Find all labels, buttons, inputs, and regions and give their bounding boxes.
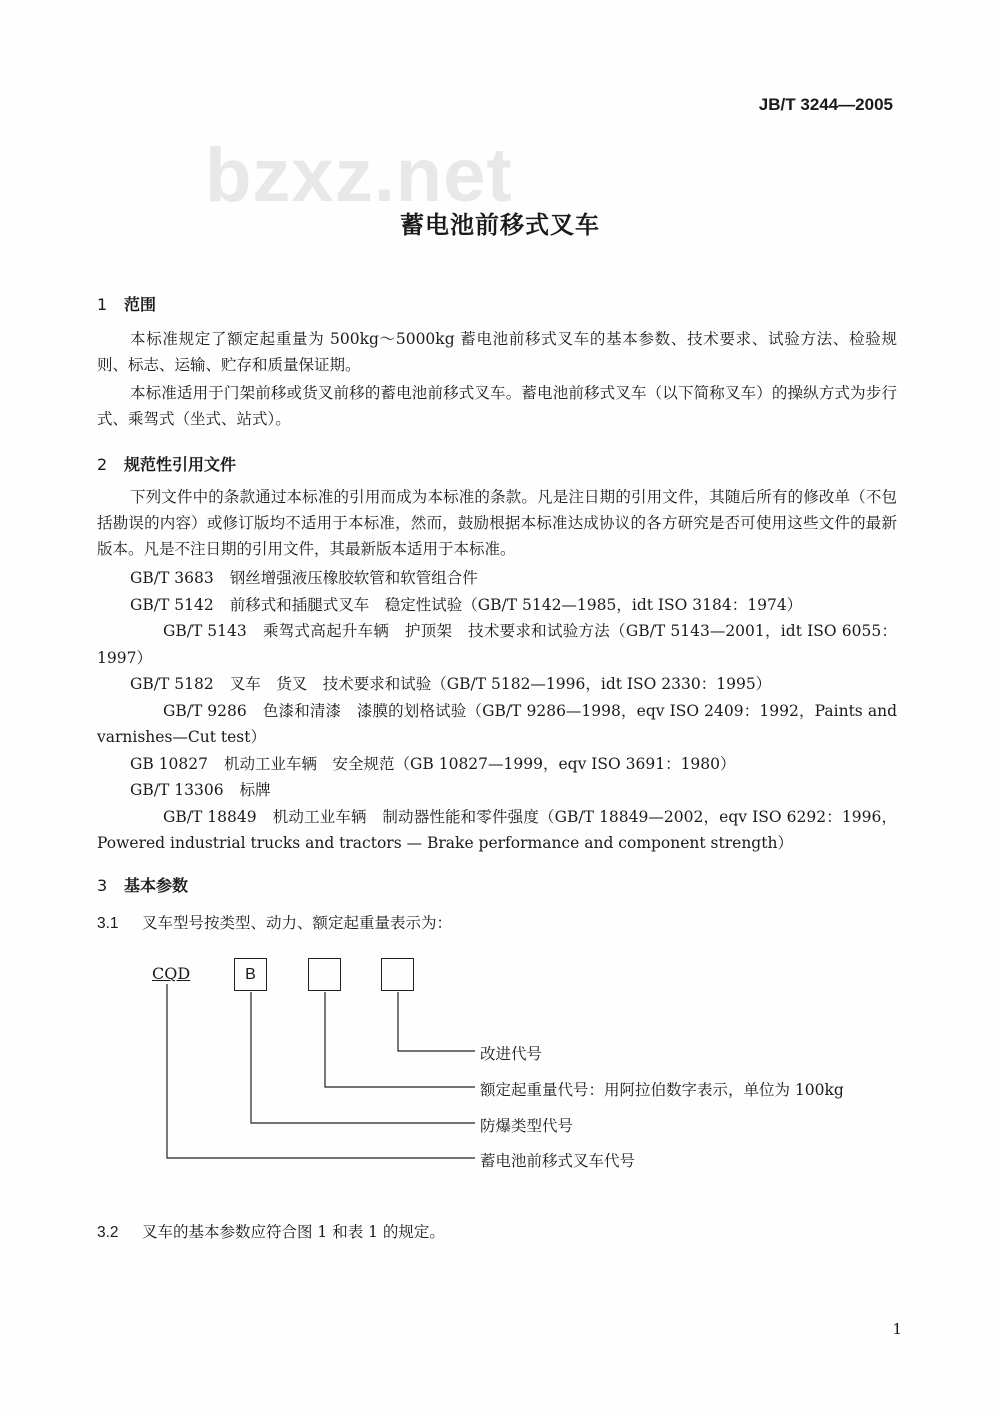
reference-code: GB/T 5182 [130,675,214,693]
reference-list [97,565,897,857]
improvement-code-box [381,958,414,991]
reference-code: GB/T 9286 [163,701,247,720]
reference-item [97,777,897,804]
section-title: 基本参数 [124,876,189,895]
reference-item [97,698,897,751]
paragraph: 下列文件中的条款通过本标准的引用而成为本标准的条款。凡是注日期的引用文件，其随后所有的修改单（不包括勘误的内容）或修订版均不适用于本标准，然而，鼓励根据本标准达成协议的各方研究是否可使用这些文件的最新版本。凡是不注日期的引用文件，其最新版本适用于本标准。 [97,488,897,558]
model-prefix: CQD [152,964,191,983]
explosion-type-box: B [234,958,267,991]
reference-code: GB/T 5143 [163,622,247,640]
clause-number: 3.2 [97,1224,119,1241]
reference-text: 机动工业车辆 安全规范（GB 10827—1999，eqv ISO 3691：1980） [224,754,736,773]
paragraph: 本标准规定了额定起重量为 500kg～5000kg 蓄电池前移式叉车的基本参数、技术要求、试验方法、检验规则、标志、运输、贮存和质量保证期。 [97,330,897,374]
reference-text: 钢丝增强液压橡胶软管和软管组合件 [229,569,478,587]
clause-number: 3.1 [97,915,119,932]
page-number: 1 [892,1320,902,1338]
reference-item [97,618,897,671]
document-title: 蓄电池前移式叉车 [400,211,600,239]
reference-text: 标牌 [239,781,271,799]
reference-item [97,565,897,592]
reference-text: 乘驾式高起升车辆 护顶架 技术要求和试验方法（GB/T 5143—2001，idt ISO 6055：1997） [97,622,897,667]
section-1-body [97,326,897,432]
clause-3-1 [97,911,452,933]
type-code-label: 蓄电池前移式叉车代号 [480,1152,636,1170]
section-number: 1 [97,295,108,314]
clause-text: 叉车的基本参数应符合图 1 和表 1 的规定。 [142,1223,445,1241]
reference-code: GB/T 18849 [163,807,257,826]
section-title: 范围 [124,295,157,314]
clause-3-2 [97,1220,445,1242]
clause-text: 叉车型号按类型、动力、额定起重量表示为： [142,914,453,932]
section-2-intro [97,484,897,562]
section-title: 规范性引用文件 [124,455,237,474]
reference-item [97,751,897,778]
capacity-code-label: 额定起重量代号：用阿拉伯数字表示，单位为 100kg [480,1081,844,1099]
watermark: bzxz.net [205,133,513,218]
reference-code: GB/T 5142 [130,595,214,614]
section-number: 2 [97,455,108,474]
reference-text: 色漆和清漆 漆膜的划格试验（GB/T 9286—1998，eqv ISO 2409：1992，Paints and varnishes—Cut test） [97,701,897,746]
reference-item [97,671,897,698]
reference-code: GB 10827 [130,754,209,773]
reference-text: 前移式和插腿式叉车 稳定性试验（GB/T 5142—1985，idt ISO 3184：1974） [229,595,803,614]
reference-text: 叉车 货叉 技术要求和试验（GB/T 5182—1996，idt ISO 2330：1995） [229,675,772,693]
reference-text: 机动工业车辆 制动器性能和零件强度（GB/T 18849—2002，eqv ISO 6292：1996，Powered industrial trucks and tractors — Brake performance and component strength） [97,807,897,852]
section-1-heading [97,292,156,315]
reference-item [97,804,897,857]
reference-code: GB/T 3683 [130,569,214,587]
document-number: JB/T 3244—2005 [758,95,893,114]
section-2-heading [97,452,236,475]
section-3-heading [97,873,188,896]
reference-item [97,592,897,619]
paragraph: 本标准适用于门架前移或货叉前移的蓄电池前移式叉车。蓄电池前移式叉车（以下简称叉车）的操纵方式为步行式、乘驾式（坐式、站式）。 [97,384,897,428]
explosion-code-label: 防爆类型代号 [480,1117,574,1135]
model-code-diagram [140,950,920,1190]
improvement-code-label: 改进代号 [480,1045,543,1063]
reference-code: GB/T 13306 [130,781,224,799]
section-number: 3 [97,876,108,895]
capacity-code-box [308,958,341,991]
